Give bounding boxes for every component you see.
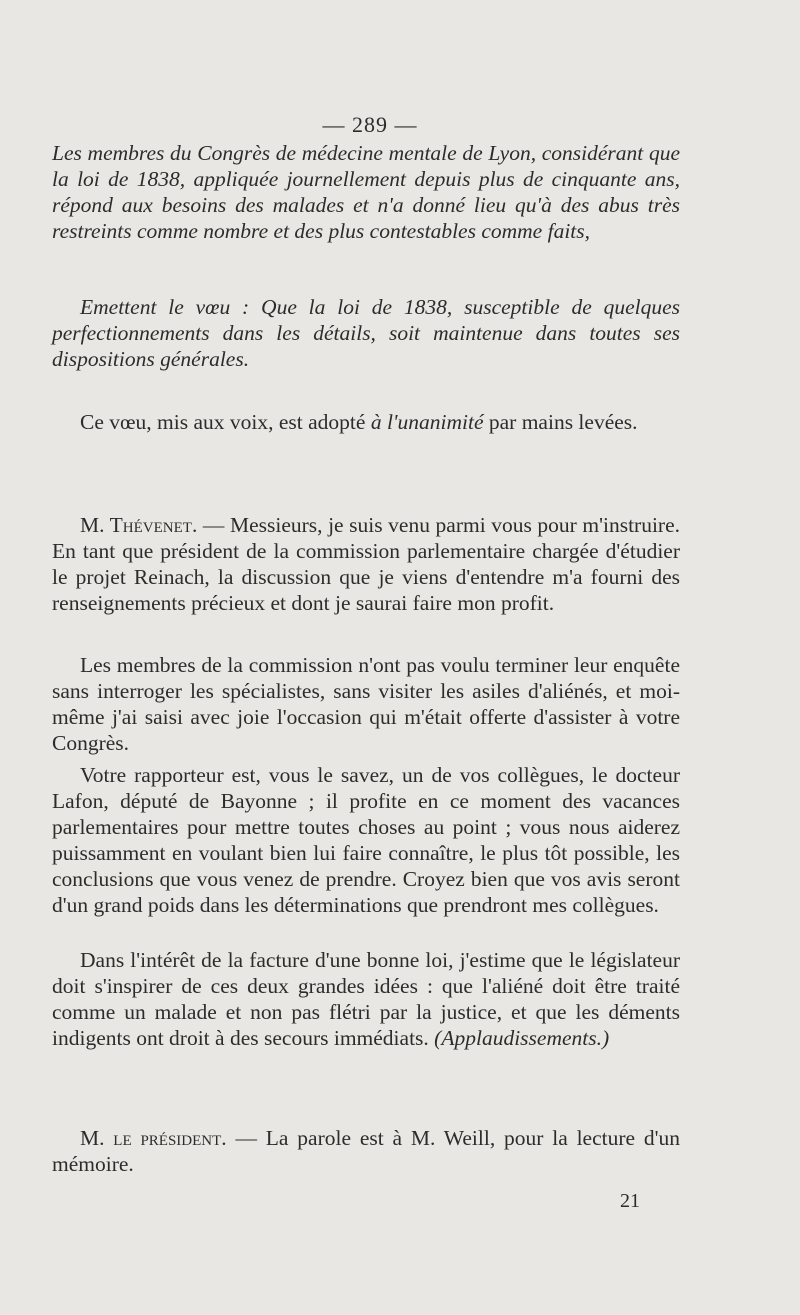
paragraph-president	[52, 1125, 680, 1177]
paragraph-legislateur	[52, 947, 680, 1051]
page-number-header: — 289 —	[322, 112, 418, 137]
paragraph-voeu: Emettent le vœu : Que la loi de 1838, susceptible de quelques perfectionnements dans les détails, soit maintenue dans toutes ses dispositions générales.	[52, 295, 680, 371]
vote-text-unanimity: à l'unanimité	[370, 410, 484, 434]
paragraph-commission: Les membres de la commission n'ont pas voulu terminer leur enquête sans interroger les spécialistes, sans visiter les asiles d'aliénés, et moi-même j'ai saisi avec joie l'occasion qui m'était offerte d'assister à votre Congrès.	[52, 653, 680, 755]
paragraph-congress-considerant: Les membres du Congrès de médecine mentale de Lyon, considérant que la loi de 1838, appliquée journellement depuis plus de cinquante ans, répond aux besoins des malades et n'a donné lieu qu'à des abus très restreints comme nombre et des plus contestables comme faits,	[52, 141, 680, 243]
president-text: — La parole est à M. Weill, pour la lecture d'un mémoire.	[52, 1126, 681, 1176]
applause-note: (Applaudissements.)	[434, 1026, 610, 1050]
legislateur-text: Dans l'intérêt de la facture d'une bonne loi, j'estime que le législateur doit s'inspirer de ces deux grandes idées : que l'aliéné doit être traité comme un malade et non pas flétri par la justice, et que les déments indigents ont droit à des secours immédiats.	[52, 948, 680, 1050]
speaker-name: M. Thévenet.	[80, 513, 198, 537]
vote-text-after: par mains levées.	[483, 410, 638, 434]
paragraph-rapporteur: Votre rapporteur est, vous le savez, un de vos collègues, le docteur Lafon, député de Bayonne ; il profite en ce moment des vacances parlementaires pour mettre toutes choses au point ; vous nous aiderez puissamment en voulant bien lui faire connaître, le plus tôt possible, les conclusions que vous venez de prendre. Croyez bien que vos avis seront d'un grand poids dans les déterminations que prendront mes collègues.	[52, 763, 680, 917]
speaker-name: M. le président.	[80, 1126, 227, 1150]
speech-text: — Messieurs, je suis venu parmi vous pour m'instruire. En tant que président de la commission parlementaire chargée d'étudier le projet Reinach, la discussion que je viens d'entendre m'a fourni des renseignements précieux et dont je saurai faire mon profit.	[52, 513, 681, 615]
paragraph-thevenet-speech	[52, 512, 680, 616]
page-number-footer: 21	[620, 1190, 640, 1212]
paragraph-vote-result	[52, 409, 680, 435]
vote-text-before: Ce vœu, mis aux voix, est adopté	[80, 410, 371, 434]
